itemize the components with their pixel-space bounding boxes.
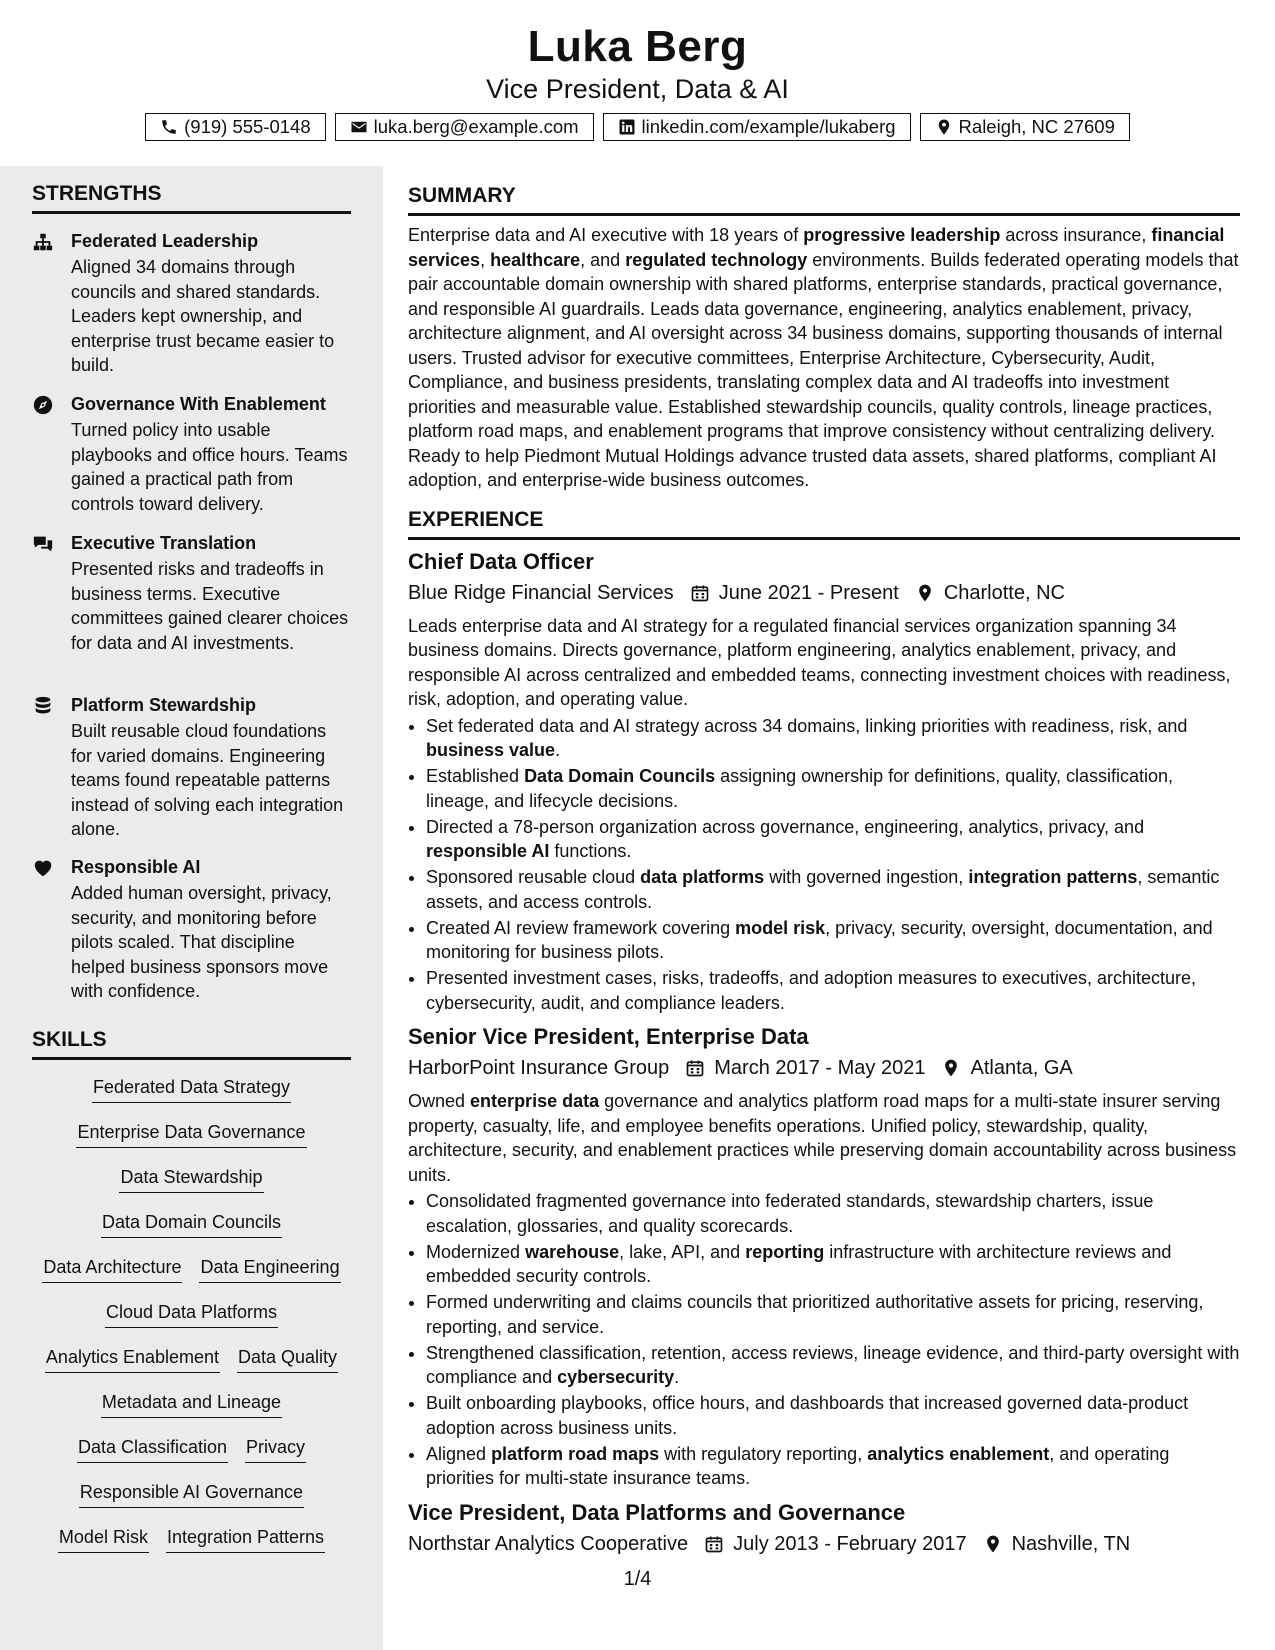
heart-icon: [32, 857, 54, 879]
job-dates: July 2013 - February 2017: [733, 1532, 967, 1555]
skill-tag: Metadata and Lineage: [101, 1391, 282, 1418]
job-entry: [408, 548, 1240, 1016]
strength-item: [32, 392, 352, 516]
job-location: Charlotte, NC: [943, 581, 1065, 604]
map-marker-icon: [983, 1534, 1003, 1554]
job-company: Blue Ridge Financial Services: [408, 581, 674, 604]
bullet-item: • Formed underwriting and claims councils that prioritized authoritative assets for pricing, reserving, reporting, and service.: [426, 1290, 1240, 1339]
bullet-item: • Consolidated fragmented governance into federated standards, stewardship charters, issue escalation, glossaries, and quality scorecards.: [426, 1189, 1240, 1238]
strength-desc: Aligned 34 domains through councils and shared standards. Leaders kept ownership, and enterprise trust became easier to build.: [71, 257, 335, 375]
job-entry: [408, 1499, 1240, 1557]
bullet-item: • Built onboarding playbooks, office hours, and dashboards that increased governed data-product adoption across business units.: [426, 1391, 1240, 1440]
envelope-icon: [350, 118, 368, 136]
compass-icon: [32, 394, 54, 416]
job-title: Chief Data Officer: [408, 548, 594, 574]
location-text: Raleigh, NC 27609: [958, 116, 1115, 137]
strength-item: [32, 229, 352, 378]
bullet-item: • Modernized warehouse, lake, API, and reporting infrastructure with architecture reviews and embedded security controls.: [426, 1240, 1240, 1289]
skill-tag: Data Quality: [237, 1346, 338, 1373]
page-number: 1/4: [623, 1568, 652, 1590]
database-icon: [32, 695, 54, 717]
skill-tag: Privacy: [245, 1436, 306, 1463]
skills-list: [32, 1076, 351, 1571]
summary-text: Enterprise data and AI executive with 18 years of progressive leadership across insurance, financial services, healthcare, and regulated technology environments. Builds federated operating models that pair accountable domain ownership with shared platforms, enterprise standards, practical governance, and responsible AI guardrails. Leads data governance, engineering, analytics enablement, privacy, architecture alignment, and AI oversight across 34 business domains, supporting thousands of internal users. Trusted advisor for executive committees, Enterprise Architecture, Cybersecurity, Audit, Compliance, and business presidents, translating complex data and AI tradeoffs into investment priorities and measurable value. Established stewardship councils, quality controls, lineage practices, platform road maps, and enablement programs that improve consistency without centralizing delivery. Ready to help Piedmont Mutual Holdings advance trusted data assets, shared platforms, compliant AI adoption, and enterprise-wide business outcomes.: [408, 225, 1239, 490]
skill-tag: Analytics Enablement: [45, 1346, 220, 1373]
job-company: Northstar Analytics Cooperative: [408, 1532, 689, 1555]
resume-header: [0, 0, 1275, 166]
skill-tag: Data Stewardship: [119, 1166, 263, 1193]
strength-desc: Presented risks and tradeoffs in business terms. Executive committees gained clearer choices for data and AI investments.: [71, 559, 349, 653]
phone-text: (919) 555-0148: [184, 116, 311, 137]
strength-item: [32, 693, 352, 842]
bullet-item: • Strengthened classification, retention, access reviews, lineage evidence, and third-party oversight with compliance and cybersecurity.: [426, 1341, 1240, 1390]
email-text: luka.berg@example.com: [373, 116, 579, 137]
job-description: Leads enterprise data and AI strategy for a regulated financial services organization spanning 34 business domains. Directs governance, platform engineering, analytics enablement, privacy, and responsible AI across centralized and embedded teams, connecting investment choices with readiness, risk, adoption, and operating value.: [408, 615, 1231, 709]
skill-tag: Responsible AI Governance: [79, 1481, 304, 1508]
contact-phone[interactable]: [145, 113, 326, 141]
strength-title: Federated Leadership: [71, 231, 259, 251]
calendar-icon: [704, 1534, 724, 1554]
skills-section: [32, 1028, 351, 1060]
bullet-item: • Presented investment cases, risks, tradeoffs, and adoption measures to executives, architecture, cybersecurity, audit, and compliance leaders.: [426, 966, 1240, 1015]
linkedin-icon: [618, 118, 636, 136]
skill-tag: Data Domain Councils: [101, 1211, 282, 1238]
skill-tag: Integration Patterns: [166, 1526, 325, 1553]
job-meta: [408, 1055, 1240, 1081]
strength-item: [32, 855, 352, 1004]
strength-desc: Turned policy into usable playbooks and office hours. Teams gained a practical path from controls toward delivery.: [71, 420, 348, 514]
skill-tag: Enterprise Data Governance: [76, 1121, 306, 1148]
strength-title: Responsible AI: [71, 857, 201, 877]
bullet-item: • Directed a 78-person organization across governance, engineering, analytics, privacy, and responsible AI functions.: [426, 815, 1240, 864]
job-dates: June 2021 - Present: [718, 581, 899, 604]
strength-desc: Built reusable cloud foundations for varied domains. Engineering teams found repeatable patterns instead of solving each integration alone.: [71, 721, 344, 839]
summary-heading: SUMMARY: [408, 184, 1240, 216]
bullet-item: • Aligned platform road maps with regulatory reporting, analytics enablement, and operating priorities for multi-state insurance teams.: [426, 1442, 1240, 1491]
job-meta: [408, 580, 1240, 606]
contact-bar: [0, 113, 1275, 141]
job-meta: [408, 1531, 1240, 1557]
map-marker-icon: [941, 1058, 961, 1078]
job-bullets: [408, 714, 1240, 1016]
skill-tag: Model Risk: [58, 1526, 149, 1553]
skill-tag: Data Architecture: [42, 1256, 182, 1283]
job-title: Senior Vice President, Enterprise Data: [408, 1024, 809, 1049]
comments-icon: [32, 533, 54, 555]
bullet-item: • Sponsored reusable cloud data platforms with governed ingestion, integration patterns, semantic assets, and access controls.: [426, 865, 1240, 914]
skill-tag: Data Classification: [77, 1436, 228, 1463]
strengths-section: [32, 182, 351, 214]
candidate-title: Vice President, Data & AI: [486, 74, 789, 104]
job-dates: March 2017 - May 2021: [714, 1057, 926, 1079]
job-location: Atlanta, GA: [970, 1057, 1073, 1079]
map-marker-icon: [915, 583, 935, 603]
map-marker-icon: [935, 118, 953, 136]
job-entry: [408, 1023, 1240, 1491]
job-company: HarborPoint Insurance Group: [408, 1057, 670, 1079]
job-bullets: [408, 1189, 1240, 1491]
skill-tag: Data Engineering: [199, 1256, 340, 1283]
org-chart-icon: [32, 231, 54, 253]
strength-desc: Added human oversight, privacy, security, and monitoring before pilots scaled. That discipline helped business sponsors move with confidence.: [71, 883, 332, 1001]
job-title: Vice President, Data Platforms and Governance: [408, 1499, 906, 1525]
strength-item: [32, 531, 352, 655]
skill-tag: Federated Data Strategy: [92, 1076, 291, 1103]
main-column: [408, 166, 1240, 1557]
skill-tag: Cloud Data Platforms: [105, 1301, 278, 1328]
strengths-heading: STRENGTHS: [32, 182, 351, 214]
strength-title: Governance With Enablement: [71, 394, 326, 414]
linkedin-text: linkedin.com/example/lukaberg: [641, 116, 896, 137]
bullet-item: • Created AI review framework covering model risk, privacy, security, oversight, documentation, and monitoring for business pilots.: [426, 916, 1240, 965]
strength-title: Executive Translation: [71, 533, 257, 553]
bullet-item: • Set federated data and AI strategy across 34 domains, linking priorities with readiness, risk, and business value.: [426, 714, 1240, 763]
job-description: Owned enterprise data governance and analytics platform road maps for a multi-state insurer serving property, casualty, life, and employee benefits operations. Unified policy, stewardship, quality, architecture, security, and enablement practices while preserving domain accountability across business units.: [408, 1091, 1237, 1185]
contact-location[interactable]: [920, 113, 1130, 141]
candidate-name: Luka Berg: [527, 22, 748, 71]
calendar-icon: [690, 583, 710, 603]
calendar-icon: [685, 1058, 705, 1078]
strength-title: Platform Stewardship: [71, 695, 257, 715]
bullet-item: • Established Data Domain Councils assigning ownership for definitions, quality, classification, lineage, and lifecycle decisions.: [426, 764, 1240, 813]
contact-linkedin[interactable]: [603, 113, 911, 141]
experience-heading: EXPERIENCE: [408, 508, 1240, 540]
contact-email[interactable]: [335, 113, 594, 141]
skills-heading: SKILLS: [32, 1028, 351, 1060]
job-location: Nashville, TN: [1011, 1532, 1131, 1555]
phone-icon: [160, 118, 178, 136]
